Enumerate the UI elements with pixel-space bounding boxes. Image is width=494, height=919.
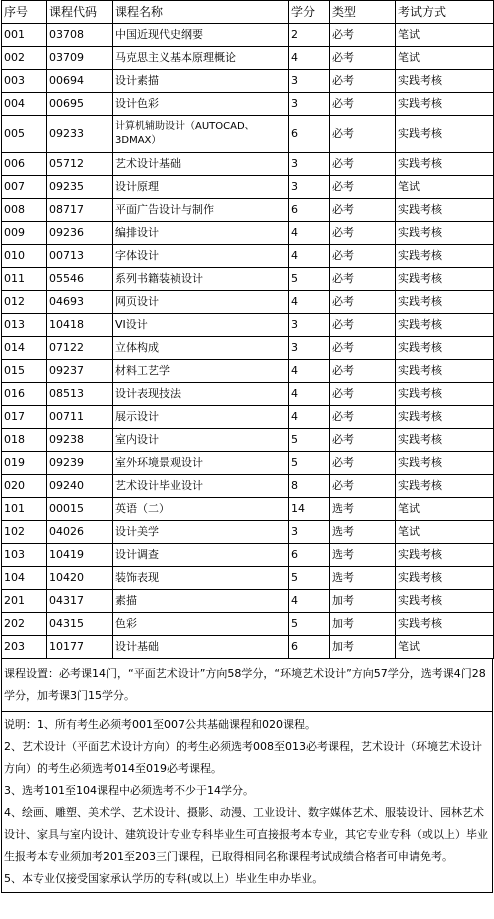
row-course-code: 04317 xyxy=(47,590,113,613)
row-type: 必考 xyxy=(330,383,396,406)
row-type: 必考 xyxy=(330,314,396,337)
row-credits: 4 xyxy=(289,291,330,314)
row-exam-method: 实践考核 xyxy=(396,268,494,291)
table-row xyxy=(2,613,494,636)
note-4: 4、绘画、雕塑、美术学、艺术设计、摄影、动漫、工业设计、数字媒体艺术、服装设计、园林艺术设计、家具与室内设计、建筑设计专业专科毕业生可直接报考本专业，其它专业专科（或以上）毕业生报考本专业须加考201至203三门课程，已取得相同名称课程考试成绩合格者可申请免考。 xyxy=(4,806,488,863)
row-course-code: 03709 xyxy=(47,47,113,70)
row-exam-method: 实践考核 xyxy=(396,475,494,498)
row-course-name: 展示设计 xyxy=(113,406,289,429)
row-index: 013 xyxy=(2,314,47,337)
row-credits: 5 xyxy=(289,613,330,636)
row-course-name: 装饰表现 xyxy=(113,567,289,590)
header-index: 序号 xyxy=(2,1,47,24)
row-course-name: 编排设计 xyxy=(113,222,289,245)
row-course-name: 设计调查 xyxy=(113,544,289,567)
row-course-name: 室内设计 xyxy=(113,429,289,452)
row-type: 选考 xyxy=(330,567,396,590)
row-course-name: 立体构成 xyxy=(113,337,289,360)
row-course-name: 马克思主义基本原理概论 xyxy=(113,47,289,70)
row-exam-method: 笔试 xyxy=(396,47,494,70)
row-type: 选考 xyxy=(330,521,396,544)
row-exam-method: 实践考核 xyxy=(396,93,494,116)
row-index: 014 xyxy=(2,337,47,360)
row-type: 必考 xyxy=(330,70,396,93)
table-row xyxy=(2,590,494,613)
note-2: 2、艺术设计（平面艺术设计方向）的考生必须选考008至013必考课程，艺术设计（环境艺术设计方向）的考生必须选考014至019必考课程。 xyxy=(4,740,482,775)
row-course-code: 00695 xyxy=(47,93,113,116)
row-exam-method: 笔试 xyxy=(396,521,494,544)
notes xyxy=(1,712,493,893)
row-course-code: 05546 xyxy=(47,268,113,291)
row-exam-method: 笔试 xyxy=(396,636,494,659)
row-type: 必考 xyxy=(330,93,396,116)
row-exam-method: 实践考核 xyxy=(396,544,494,567)
row-exam-method: 实践考核 xyxy=(396,567,494,590)
row-course-name: 室外环境景观设计 xyxy=(113,452,289,475)
table-row xyxy=(2,70,494,93)
row-credits: 3 xyxy=(289,70,330,93)
row-course-code: 05712 xyxy=(47,153,113,176)
row-exam-method: 实践考核 xyxy=(396,383,494,406)
table-row xyxy=(2,475,494,498)
row-type: 必考 xyxy=(330,429,396,452)
row-index: 019 xyxy=(2,452,47,475)
row-course-name: 网页设计 xyxy=(113,291,289,314)
row-type: 必考 xyxy=(330,176,396,199)
row-course-name: 设计表现技法 xyxy=(113,383,289,406)
row-type: 必考 xyxy=(330,153,396,176)
row-course-code: 09239 xyxy=(47,452,113,475)
row-index: 101 xyxy=(2,498,47,521)
table-row xyxy=(2,222,494,245)
row-credits: 5 xyxy=(289,452,330,475)
row-index: 104 xyxy=(2,567,47,590)
table-row xyxy=(2,268,494,291)
row-type: 选考 xyxy=(330,498,396,521)
header-credits: 学分 xyxy=(289,1,330,24)
row-index: 011 xyxy=(2,268,47,291)
row-index: 203 xyxy=(2,636,47,659)
row-credits: 3 xyxy=(289,337,330,360)
row-credits: 4 xyxy=(289,406,330,429)
row-type: 必考 xyxy=(330,24,396,47)
row-course-code: 09237 xyxy=(47,360,113,383)
table-row xyxy=(2,291,494,314)
table-row xyxy=(2,116,494,153)
row-course-code: 00713 xyxy=(47,245,113,268)
row-course-name: 色彩 xyxy=(113,613,289,636)
row-exam-method: 实践考核 xyxy=(396,429,494,452)
row-type: 加考 xyxy=(330,590,396,613)
row-course-code: 04315 xyxy=(47,613,113,636)
row-exam-method: 实践考核 xyxy=(396,613,494,636)
row-type: 必考 xyxy=(330,360,396,383)
row-index: 201 xyxy=(2,590,47,613)
row-index: 007 xyxy=(2,176,47,199)
row-index: 015 xyxy=(2,360,47,383)
row-course-name: 计算机辅助设计（AUTOCAD、3DMAX） xyxy=(113,116,289,153)
row-credits: 4 xyxy=(289,360,330,383)
table-row xyxy=(2,47,494,70)
row-course-name: 艺术设计基础 xyxy=(113,153,289,176)
row-course-name: 设计色彩 xyxy=(113,93,289,116)
row-type: 加考 xyxy=(330,613,396,636)
row-index: 003 xyxy=(2,70,47,93)
row-credits: 2 xyxy=(289,24,330,47)
note-5: 5、本专业仅接受国家承认学历的专科(或以上）毕业生申办毕业。 xyxy=(4,872,324,885)
header-course-name: 课程名称 xyxy=(113,1,289,24)
row-course-code: 10419 xyxy=(47,544,113,567)
row-index: 102 xyxy=(2,521,47,544)
table-row xyxy=(2,93,494,116)
row-exam-method: 实践考核 xyxy=(396,245,494,268)
row-type: 必考 xyxy=(330,199,396,222)
row-credits: 6 xyxy=(289,199,330,222)
row-course-name: 字体设计 xyxy=(113,245,289,268)
table-row xyxy=(2,406,494,429)
row-index: 103 xyxy=(2,544,47,567)
header-exam-method: 考试方式 xyxy=(396,1,494,24)
row-exam-method: 实践考核 xyxy=(396,222,494,245)
row-credits: 6 xyxy=(289,116,330,153)
row-course-code: 00015 xyxy=(47,498,113,521)
row-course-code: 10420 xyxy=(47,567,113,590)
row-course-code: 10177 xyxy=(47,636,113,659)
row-index: 005 xyxy=(2,116,47,153)
row-type: 必考 xyxy=(330,268,396,291)
note-1: 说明：1、所有考生必须考001至007公共基础课程和020课程。 xyxy=(4,718,316,731)
row-course-code: 04693 xyxy=(47,291,113,314)
row-exam-method: 实践考核 xyxy=(396,590,494,613)
header-course-code: 课程代码 xyxy=(47,1,113,24)
row-credits: 4 xyxy=(289,245,330,268)
row-type: 加考 xyxy=(330,636,396,659)
row-credits: 8 xyxy=(289,475,330,498)
row-course-code: 00711 xyxy=(47,406,113,429)
row-credits: 14 xyxy=(289,498,330,521)
row-index: 018 xyxy=(2,429,47,452)
table-row xyxy=(2,245,494,268)
row-exam-method: 实践考核 xyxy=(396,116,494,153)
row-credits: 4 xyxy=(289,47,330,70)
row-exam-method: 实践考核 xyxy=(396,153,494,176)
row-course-name: 设计原理 xyxy=(113,176,289,199)
row-type: 必考 xyxy=(330,291,396,314)
table-row xyxy=(2,314,494,337)
course-plan-page xyxy=(1,0,493,893)
row-course-name: VI设计 xyxy=(113,314,289,337)
row-index: 006 xyxy=(2,153,47,176)
row-type: 必考 xyxy=(330,337,396,360)
row-course-name: 系列书籍装祯设计 xyxy=(113,268,289,291)
row-credits: 3 xyxy=(289,153,330,176)
table-row xyxy=(2,176,494,199)
row-type: 必考 xyxy=(330,452,396,475)
row-course-name: 设计素描 xyxy=(113,70,289,93)
row-credits: 3 xyxy=(289,314,330,337)
row-index: 010 xyxy=(2,245,47,268)
row-course-name: 英语（二） xyxy=(113,498,289,521)
course-table xyxy=(1,0,494,659)
row-type: 必考 xyxy=(330,47,396,70)
row-credits: 6 xyxy=(289,544,330,567)
row-exam-method: 实践考核 xyxy=(396,291,494,314)
row-index: 008 xyxy=(2,199,47,222)
table-row xyxy=(2,337,494,360)
course-settings: 课程设置：必考课14门，“平面艺术设计”方向58学分，“环境艺术设计”方向57学分，选考课4门28学分，加考课3门15学分。 xyxy=(1,659,493,712)
header-type: 类型 xyxy=(330,1,396,24)
table-row xyxy=(2,383,494,406)
row-index: 002 xyxy=(2,47,47,70)
row-index: 017 xyxy=(2,406,47,429)
row-exam-method: 笔试 xyxy=(396,24,494,47)
row-type: 必考 xyxy=(330,406,396,429)
table-row xyxy=(2,429,494,452)
row-course-code: 08717 xyxy=(47,199,113,222)
row-course-code: 09233 xyxy=(47,116,113,153)
row-course-name: 素描 xyxy=(113,590,289,613)
row-course-name: 平面广告设计与制作 xyxy=(113,199,289,222)
row-credits: 4 xyxy=(289,383,330,406)
row-credits: 3 xyxy=(289,93,330,116)
row-course-name: 艺术设计毕业设计 xyxy=(113,475,289,498)
table-row xyxy=(2,153,494,176)
row-course-code: 08513 xyxy=(47,383,113,406)
table-row xyxy=(2,199,494,222)
row-exam-method: 实践考核 xyxy=(396,452,494,475)
table-row xyxy=(2,452,494,475)
row-exam-method: 实践考核 xyxy=(396,360,494,383)
row-index: 012 xyxy=(2,291,47,314)
row-course-code: 09236 xyxy=(47,222,113,245)
row-exam-method: 实践考核 xyxy=(396,337,494,360)
table-row xyxy=(2,498,494,521)
row-course-code: 03708 xyxy=(47,24,113,47)
row-credits: 5 xyxy=(289,567,330,590)
row-index: 001 xyxy=(2,24,47,47)
row-type: 必考 xyxy=(330,116,396,153)
table-row xyxy=(2,636,494,659)
row-course-code: 04026 xyxy=(47,521,113,544)
row-course-name: 设计基础 xyxy=(113,636,289,659)
row-exam-method: 笔试 xyxy=(396,498,494,521)
row-course-code: 07122 xyxy=(47,337,113,360)
row-type: 必考 xyxy=(330,222,396,245)
row-credits: 3 xyxy=(289,176,330,199)
row-credits: 3 xyxy=(289,521,330,544)
row-exam-method: 实践考核 xyxy=(396,199,494,222)
note-3: 3、选考101至104课程中必须选考不少于14学分。 xyxy=(4,784,254,797)
row-credits: 6 xyxy=(289,636,330,659)
table-row xyxy=(2,521,494,544)
row-course-code: 09238 xyxy=(47,429,113,452)
row-exam-method: 实践考核 xyxy=(396,406,494,429)
row-course-name: 中国近现代史纲要 xyxy=(113,24,289,47)
row-index: 009 xyxy=(2,222,47,245)
row-index: 016 xyxy=(2,383,47,406)
row-credits: 5 xyxy=(289,429,330,452)
row-index: 020 xyxy=(2,475,47,498)
row-credits: 4 xyxy=(289,222,330,245)
row-index: 202 xyxy=(2,613,47,636)
row-course-code: 09240 xyxy=(47,475,113,498)
row-course-code: 00694 xyxy=(47,70,113,93)
table-row xyxy=(2,567,494,590)
table-row xyxy=(2,544,494,567)
row-course-name: 材料工艺学 xyxy=(113,360,289,383)
table-header-row xyxy=(2,1,494,24)
table-row xyxy=(2,24,494,47)
row-type: 必考 xyxy=(330,475,396,498)
row-course-name: 设计美学 xyxy=(113,521,289,544)
row-credits: 5 xyxy=(289,268,330,291)
row-type: 选考 xyxy=(330,544,396,567)
row-type: 必考 xyxy=(330,245,396,268)
row-index: 004 xyxy=(2,93,47,116)
row-course-code: 09235 xyxy=(47,176,113,199)
row-exam-method: 实践考核 xyxy=(396,70,494,93)
row-credits: 4 xyxy=(289,590,330,613)
row-course-code: 10418 xyxy=(47,314,113,337)
row-exam-method: 实践考核 xyxy=(396,314,494,337)
row-exam-method: 笔试 xyxy=(396,176,494,199)
table-row xyxy=(2,360,494,383)
